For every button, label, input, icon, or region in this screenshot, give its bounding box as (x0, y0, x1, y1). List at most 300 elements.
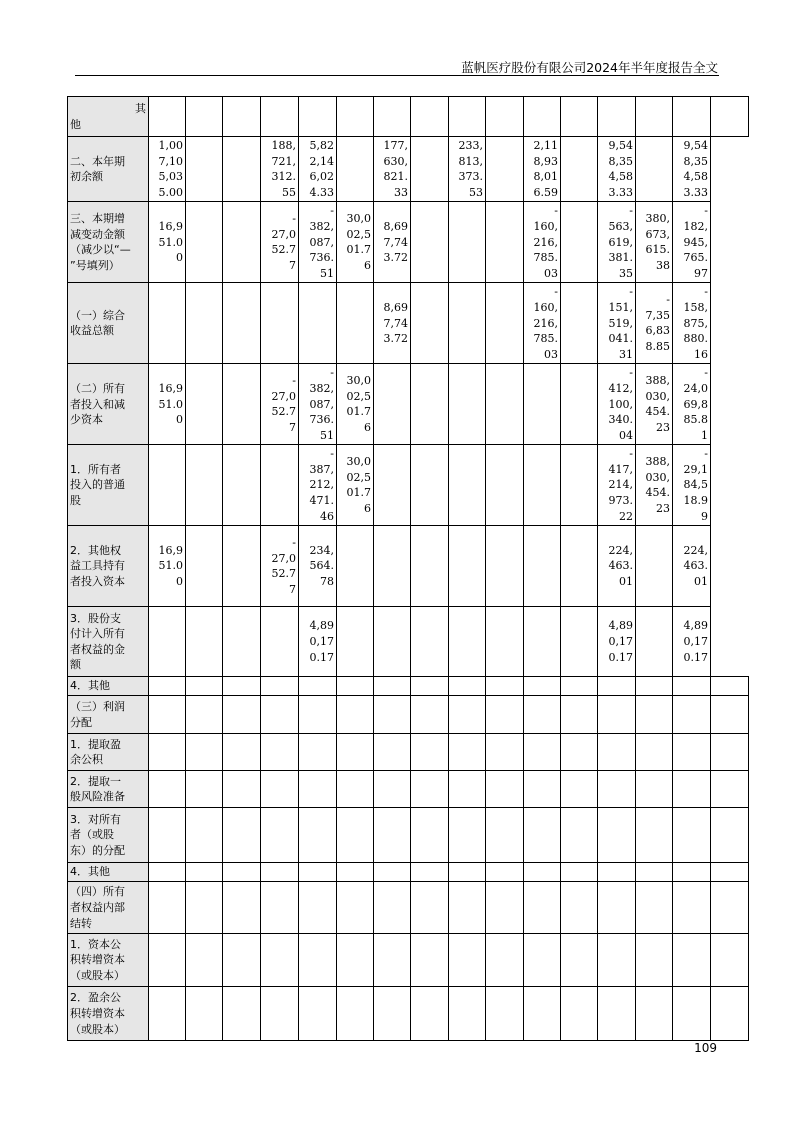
value-cell (186, 677, 223, 696)
value-line: 22 (619, 509, 633, 523)
value-line: 16,9 (158, 381, 183, 395)
value-line: 53 (469, 185, 483, 199)
value-cell (186, 734, 223, 771)
value-line: 0 (176, 575, 183, 589)
value-line: 160, (533, 300, 558, 314)
row-label-line: （减少以“— (70, 243, 131, 257)
value-line: 18.9 (683, 494, 708, 508)
row-label-line: 益工具持有 (70, 559, 125, 573)
value-cell (261, 863, 299, 882)
value-cell (449, 987, 486, 1041)
value-cell (337, 526, 374, 607)
value-cell (261, 445, 299, 526)
value-cell (411, 734, 449, 771)
value-cell (149, 771, 186, 808)
row-label-line: 他 (70, 117, 81, 131)
value-line: 214, (608, 478, 633, 492)
value-line: 8,01 (533, 170, 558, 184)
value-cell (337, 771, 374, 808)
value-cell (636, 696, 673, 734)
table-row (68, 987, 749, 1041)
row-label-line: 结转 (70, 916, 92, 930)
value-line: 030, (645, 389, 670, 403)
value-line: 78 (320, 575, 334, 589)
value-line: 03 (544, 347, 558, 361)
value-line: 182, (683, 219, 708, 233)
row-label-line: 1．所有者 (70, 462, 121, 476)
value-cell (374, 283, 411, 364)
value-cell (486, 771, 524, 808)
value-cell (524, 696, 561, 734)
value-cell (149, 863, 186, 882)
value-line: 4,58 (683, 170, 708, 184)
row-label-line: 3．股份支 (70, 611, 121, 625)
value-cell (411, 987, 449, 1041)
value-cell (337, 696, 374, 734)
value-line: 087, (309, 397, 334, 411)
value-line: 51.0 (158, 397, 183, 411)
row-label-line: 者投入和减 (70, 397, 125, 411)
value-line: - (330, 204, 334, 218)
value-line: 85.8 (683, 413, 708, 427)
value-cell (673, 526, 711, 607)
value-cell (337, 283, 374, 364)
value-line: - (704, 285, 708, 299)
value-line: 27,0 (271, 227, 296, 241)
value-cell (261, 696, 299, 734)
value-line: 6 (364, 501, 371, 515)
value-cell (223, 445, 261, 526)
value-cell (337, 987, 374, 1041)
value-cell (561, 283, 598, 364)
value-cell (673, 283, 711, 364)
value-line: 785. (533, 251, 558, 265)
value-line: 16 (694, 347, 708, 361)
value-line: 673, (645, 227, 670, 241)
table-row (68, 771, 749, 808)
value-line: 0.17 (683, 650, 708, 664)
value-cell (636, 734, 673, 771)
value-cell (598, 863, 636, 882)
value-line: 312. (271, 170, 296, 184)
value-line: 9,54 (608, 139, 633, 152)
value-cell (374, 696, 411, 734)
value-cell (561, 526, 598, 607)
value-line: - (292, 374, 296, 388)
value-cell (337, 202, 374, 283)
value-line: 158, (683, 300, 708, 314)
value-cell (636, 137, 673, 202)
value-line: - (704, 204, 708, 218)
value-cell (449, 734, 486, 771)
row-label (68, 808, 149, 863)
value-line: 3.33 (683, 185, 708, 199)
value-line: 0,17 (608, 634, 633, 648)
value-line: 5.00 (158, 185, 183, 199)
value-cell (449, 445, 486, 526)
table-row (68, 808, 749, 863)
value-cell (261, 607, 299, 677)
value-cell (486, 97, 524, 137)
value-line: 27,0 (271, 551, 296, 565)
value-line: 619, (608, 235, 633, 249)
value-cell (149, 137, 186, 202)
row-label-line: 1．提取盈 (70, 737, 121, 751)
value-cell (449, 283, 486, 364)
value-cell (636, 97, 673, 137)
value-cell (486, 202, 524, 283)
value-cell (486, 882, 524, 934)
value-line: 160, (533, 219, 558, 233)
value-cell (223, 987, 261, 1041)
value-cell (411, 696, 449, 734)
value-cell (524, 445, 561, 526)
value-line: 6 (364, 420, 371, 434)
value-cell (299, 882, 337, 934)
value-cell (598, 696, 636, 734)
value-cell (561, 445, 598, 526)
value-line: 0.17 (608, 650, 633, 664)
value-cell (598, 734, 636, 771)
value-cell (411, 202, 449, 283)
value-cell (524, 734, 561, 771)
value-cell (223, 202, 261, 283)
value-cell (561, 364, 598, 445)
value-cell (636, 677, 673, 696)
row-label (68, 734, 149, 771)
value-line: - (629, 447, 633, 461)
value-cell (524, 202, 561, 283)
value-cell (149, 364, 186, 445)
value-line: 33 (394, 185, 408, 199)
value-cell (223, 283, 261, 364)
value-cell (186, 771, 223, 808)
value-cell (337, 137, 374, 202)
value-line: - (330, 366, 334, 380)
value-cell (561, 863, 598, 882)
value-line: 736. (309, 251, 334, 265)
value-cell (449, 863, 486, 882)
value-cell (261, 137, 299, 202)
value-cell (486, 607, 524, 677)
value-cell (299, 607, 337, 677)
value-cell (598, 283, 636, 364)
value-cell (486, 364, 524, 445)
value-cell (524, 364, 561, 445)
value-line: 880. (683, 332, 708, 346)
value-cell (711, 677, 749, 696)
row-label (68, 771, 149, 808)
value-line: 51 (320, 266, 334, 280)
value-cell (186, 987, 223, 1041)
row-label-line: 初余额 (70, 170, 103, 184)
row-label (68, 526, 149, 607)
row-label-line: 2．其他权 (70, 543, 121, 557)
value-line: - (330, 447, 334, 461)
value-cell (223, 526, 261, 607)
value-cell (636, 283, 673, 364)
value-cell (223, 677, 261, 696)
value-line: 02,5 (346, 470, 371, 484)
value-line: 2,11 (533, 139, 558, 152)
value-cell (524, 863, 561, 882)
row-label (68, 364, 149, 445)
value-line: 9,54 (683, 139, 708, 152)
row-label-line: 者投入资本 (70, 575, 125, 589)
value-cell (374, 607, 411, 677)
value-cell (636, 863, 673, 882)
value-line: 30,0 (346, 374, 371, 388)
value-cell (149, 987, 186, 1041)
value-cell (261, 734, 299, 771)
row-label-line: 1．资本公 (70, 937, 121, 951)
value-cell (486, 808, 524, 863)
value-line: 388, (645, 374, 670, 388)
value-cell (486, 526, 524, 607)
value-line: 04 (619, 428, 633, 442)
value-line: 52.7 (271, 405, 296, 419)
value-line: 216, (533, 316, 558, 330)
value-cell (673, 677, 711, 696)
value-line: 382, (309, 381, 334, 395)
row-label-line: （或股本） (70, 1022, 125, 1036)
value-cell (486, 137, 524, 202)
value-cell (524, 283, 561, 364)
row-label (68, 863, 149, 882)
value-cell (261, 882, 299, 934)
value-cell (411, 863, 449, 882)
value-cell (299, 677, 337, 696)
value-line: 340. (608, 413, 633, 427)
value-line: 765. (683, 251, 708, 265)
value-line: 875, (683, 316, 708, 330)
value-line: 69,8 (683, 397, 708, 411)
row-label-line: 少资本 (70, 413, 103, 427)
value-cell (411, 364, 449, 445)
table-row (68, 526, 749, 607)
value-cell (374, 734, 411, 771)
value-line: 01 (619, 575, 633, 589)
value-cell (223, 934, 261, 987)
value-line: 1 (701, 428, 708, 442)
value-cell (673, 934, 711, 987)
value-line: 7 (289, 258, 296, 272)
value-cell (711, 97, 749, 137)
value-line: 0.17 (309, 650, 334, 664)
value-cell (261, 771, 299, 808)
row-label-line: 4．其他 (70, 679, 110, 693)
value-cell (673, 202, 711, 283)
row-label (68, 97, 149, 137)
table-row (68, 97, 749, 137)
value-cell (636, 882, 673, 934)
value-line: 55 (282, 185, 296, 199)
value-line: 151, (608, 300, 633, 314)
value-cell (524, 987, 561, 1041)
value-cell (374, 934, 411, 987)
value-line: 7,35 (645, 308, 670, 322)
row-label-line: （二）所有 (70, 381, 125, 395)
value-cell (149, 526, 186, 607)
value-cell (486, 696, 524, 734)
value-line: 224, (683, 543, 708, 557)
table-row (68, 677, 749, 696)
value-cell (486, 934, 524, 987)
value-cell (149, 882, 186, 934)
row-label-line: 东）的分配 (70, 844, 125, 858)
value-cell (149, 677, 186, 696)
value-cell (449, 882, 486, 934)
value-line: 7,74 (383, 316, 408, 330)
value-cell (486, 677, 524, 696)
row-label-line: （三）利润 (70, 700, 125, 714)
row-label-line: 付计入所有 (70, 627, 125, 641)
value-cell (449, 808, 486, 863)
value-cell (561, 607, 598, 677)
value-cell (673, 987, 711, 1041)
value-cell (598, 882, 636, 934)
value-line: 0 (176, 413, 183, 427)
value-cell (261, 987, 299, 1041)
value-cell (711, 808, 749, 863)
row-label-line: 二、本年期 (70, 154, 125, 168)
value-cell (449, 677, 486, 696)
value-cell (299, 526, 337, 607)
value-cell (486, 283, 524, 364)
row-label-line: 2．盈余公 (70, 991, 121, 1005)
value-line: 51 (320, 428, 334, 442)
table-row (68, 445, 749, 526)
value-cell (186, 97, 223, 137)
value-line: 30,0 (346, 455, 371, 469)
value-cell (374, 771, 411, 808)
row-label-line: ”号填列） (70, 258, 120, 272)
value-cell (449, 97, 486, 137)
value-cell (673, 882, 711, 934)
value-line: 8,35 (683, 154, 708, 168)
value-line: 417, (608, 462, 633, 476)
value-line: 454. (645, 405, 670, 419)
value-cell (486, 445, 524, 526)
value-cell (561, 137, 598, 202)
row-label (68, 137, 149, 202)
value-line: 52.7 (271, 243, 296, 257)
value-line: 01 (694, 575, 708, 589)
value-cell (449, 607, 486, 677)
value-line: 7 (289, 420, 296, 434)
row-label-line: 4．其他 (70, 865, 110, 879)
value-line: 4,89 (309, 619, 334, 633)
value-cell (186, 364, 223, 445)
value-line: 030, (645, 470, 670, 484)
row-label (68, 445, 149, 526)
value-cell (149, 696, 186, 734)
page-number: 109 (694, 1041, 717, 1055)
value-cell (636, 771, 673, 808)
value-line: 0 (176, 251, 183, 265)
value-line: 463. (683, 559, 708, 573)
row-label-line: 积转增资本 (70, 953, 125, 967)
row-label (68, 607, 149, 677)
value-line: 821. (383, 170, 408, 184)
value-line: 177, (383, 139, 408, 152)
value-cell (711, 696, 749, 734)
value-line: 373. (458, 170, 483, 184)
value-line: 0,17 (309, 634, 334, 648)
value-cell (261, 97, 299, 137)
value-line: 212, (309, 478, 334, 492)
value-cell (636, 934, 673, 987)
value-line: 564. (309, 559, 334, 573)
value-cell (673, 445, 711, 526)
value-cell (374, 445, 411, 526)
value-line: 4.33 (309, 185, 334, 199)
value-cell (337, 734, 374, 771)
value-cell (598, 607, 636, 677)
value-line: 30,0 (346, 212, 371, 226)
value-cell (261, 677, 299, 696)
row-label-line: 般风险准备 (70, 790, 125, 804)
value-cell (449, 364, 486, 445)
value-cell (636, 364, 673, 445)
value-line: 188, (271, 139, 296, 152)
value-cell (486, 863, 524, 882)
value-cell (186, 137, 223, 202)
row-label-line: （一）综合 (70, 308, 125, 322)
value-cell (411, 882, 449, 934)
value-line: - (704, 447, 708, 461)
value-line: 9 (701, 509, 708, 523)
value-line: 6 (364, 258, 371, 272)
row-label-line: 三、本期增 (70, 212, 125, 226)
value-line: 8,69 (383, 300, 408, 314)
value-line: 785. (533, 332, 558, 346)
value-cell (561, 808, 598, 863)
value-line: 23 (656, 420, 670, 434)
value-cell (598, 677, 636, 696)
value-line: 31 (619, 347, 633, 361)
table-row (68, 137, 749, 202)
value-cell (449, 526, 486, 607)
value-line: - (629, 204, 633, 218)
value-line: 02,5 (346, 227, 371, 241)
value-line: 463. (608, 559, 633, 573)
value-cell (374, 364, 411, 445)
value-cell (374, 97, 411, 137)
value-line: 16,9 (158, 543, 183, 557)
value-line: 4,89 (608, 619, 633, 633)
value-cell (337, 364, 374, 445)
row-label-line: 分配 (70, 715, 92, 729)
value-line: 234, (309, 543, 334, 557)
value-line: 6.59 (533, 185, 558, 199)
value-line: 6,83 (645, 324, 670, 338)
value-cell (636, 526, 673, 607)
value-cell (524, 526, 561, 607)
value-line: - (666, 293, 670, 307)
value-cell (337, 607, 374, 677)
value-line: 38 (656, 258, 670, 272)
value-cell (598, 987, 636, 1041)
value-cell (223, 808, 261, 863)
value-line: 454. (645, 486, 670, 500)
value-cell (411, 808, 449, 863)
value-cell (186, 863, 223, 882)
value-cell (299, 364, 337, 445)
value-line: 388, (645, 455, 670, 469)
row-label-line: 积转增资本 (70, 1006, 125, 1020)
value-line: 387, (309, 462, 334, 476)
